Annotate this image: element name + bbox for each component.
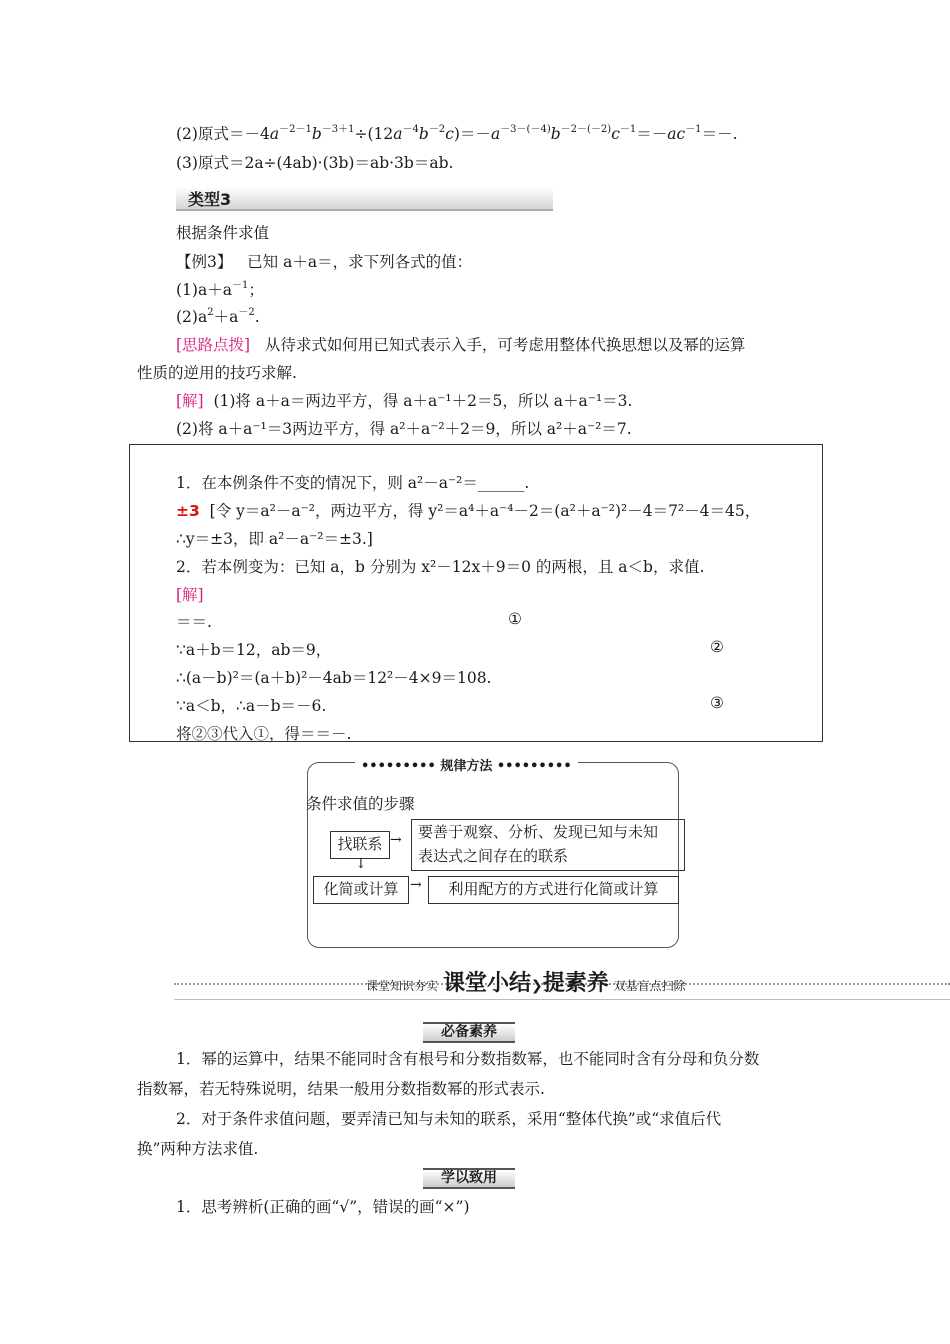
chevron-right-icon: ❯ (530, 978, 543, 994)
question-text: ＋a (213, 308, 239, 326)
solution-label: [解] (176, 392, 204, 410)
arrow-down-icon: ↓ (355, 856, 367, 872)
question-text: (1)a＋a (176, 281, 232, 299)
example-3 (176, 250, 472, 272)
question-end: . (254, 308, 260, 326)
example-text: 已知 a＋a＝，求下列各式的值： (247, 253, 473, 271)
method-subtitle: 条件求值的步骤 (306, 795, 415, 813)
desc-line: 要善于观察、分析、发现已知与未知 (418, 823, 659, 841)
arrow-right-icon: → (410, 877, 422, 893)
variant-1: 1．在本例条件不变的情况下，则 a²－a⁻²＝______. (176, 474, 530, 492)
tag-essentials: 必备素养 (423, 1022, 515, 1043)
question-2: $(2)a^2+a^{-2}$. (176, 307, 260, 326)
essential-1: 1．幂的运算中，结果不能同时含有根号和分数指数幂，也不能同时含有分母和负分数 (176, 1050, 760, 1068)
formula-line-3: (3)原式＝2a÷(4ab)·(3b)＝ab·3b＝ab. (176, 154, 454, 172)
question-text: (2)a (176, 308, 208, 326)
circled-1: ① (508, 610, 522, 628)
formula-line-2: (2)原式$=-4a^{-2-1}b^{-3+1}\div(12a^{-4}b^{-2}c)=-a^{-3-(-4)}b^{-2-(-2)}c^{-1}=-ac^{-1}=-$. (176, 124, 738, 143)
step-find-link: 找联系 (330, 831, 390, 859)
variant-2-step-4: ∵a＜b，∴a－b＝－6. (176, 697, 327, 715)
band-text (366, 966, 686, 997)
question-sup: －1 (231, 280, 249, 291)
answer-text: [令 y＝a²－a⁻²，两边平方，得 y²＝a⁴＋a⁻⁴－2＝(a²＋a⁻²)²－4＝7²－4＝45， (209, 502, 761, 520)
formula-part: ＝－. (701, 125, 738, 143)
formula-part: ＝－ (636, 125, 668, 143)
step-simplify: 化简或计算 (313, 876, 409, 904)
section-title: 根据条件求值 (176, 224, 270, 242)
solution-1 (176, 389, 632, 411)
section-header-label: 类型3 (188, 190, 232, 209)
step-find-link-desc (411, 819, 685, 871)
step-simplify-desc: 利用配方的方式进行化简或计算 (428, 876, 679, 904)
desc-line: 表达式之间存在的联系 (418, 847, 569, 865)
essential-1-cont: 指数幂，若无特殊说明，结果一般用分数指数幂的形式表示. (137, 1080, 545, 1098)
variant-2-step-5: 将②③代入①，得＝＝－. (176, 725, 352, 743)
essential-2-cont: 换”两种方法求值. (137, 1140, 259, 1158)
band-title-1: 课堂小结 (442, 971, 531, 996)
circled-3: ③ (710, 694, 724, 712)
question-1 (176, 278, 264, 300)
hint (176, 333, 745, 355)
method-title: ••••••••• 规律方法 ••••••••• (355, 755, 578, 774)
variant-2-solution-label: [解] (176, 586, 204, 604)
variant-2-step-3: ∴(a－b)²＝(a＋b)²－4ab＝12²－4×9＝108. (176, 669, 492, 687)
solution-2: (2)将 a＋a⁻¹＝3两边平方，得 a²＋a⁻²＋2＝9，所以 a²＋a⁻²＝7. (176, 420, 632, 438)
variant-2: 2．若本例变为：已知 a，b 分别为 x²－12x＋9＝0 的两根，且 a＜b，求值. (176, 558, 705, 576)
example-label: 【例3】 (176, 253, 233, 271)
question-end: ； (248, 281, 264, 299)
exercise-1: 1．思考辨析(正确的画“√”，错误的画“×”) (176, 1198, 470, 1216)
formula-part: (2)原式＝－4 (176, 125, 270, 143)
variant-2-step-1: ＝＝. (176, 613, 212, 631)
answer-value: ±3 (176, 502, 200, 520)
arrow-right-icon: → (390, 832, 402, 848)
band-small-right: 双基盲点扫除 (613, 979, 686, 993)
variant-1-answer-2: ∴y＝±3，即 a²－a⁻²＝±3.] (176, 530, 373, 548)
method-title-text: 规律方法 (440, 759, 493, 774)
tag-apply: 学以致用 (423, 1168, 515, 1189)
variant-2-step-2: ∵a＋b＝12，ab＝9， (176, 641, 332, 659)
band-small-left: 课堂知识夯实 (366, 979, 439, 993)
formula-part: ÷(12 (354, 125, 394, 143)
solution-text: (1)将 a＋a＝两边平方，得 a＋a⁻¹＋2＝5，所以 a＋a⁻¹＝3. (213, 392, 633, 410)
essential-2: 2．对于条件求值问题，要弄清已知与未知的联系，采用“整体代换”或“求值后代 (176, 1110, 722, 1128)
hint-text: 从待求式如何用已知式表示入手，可考虑用整体代换思想以及幂的运算 (264, 336, 746, 354)
formula-part: )＝－ (453, 125, 491, 143)
circled-2: ② (710, 638, 724, 656)
hint-continued: 性质的逆用的技巧求解. (137, 364, 297, 382)
hint-label: [思路点拨] (176, 336, 251, 354)
variant-1-answer (176, 499, 760, 521)
band-title-2: 提素养 (542, 971, 609, 996)
section-header-type3 (176, 187, 553, 211)
